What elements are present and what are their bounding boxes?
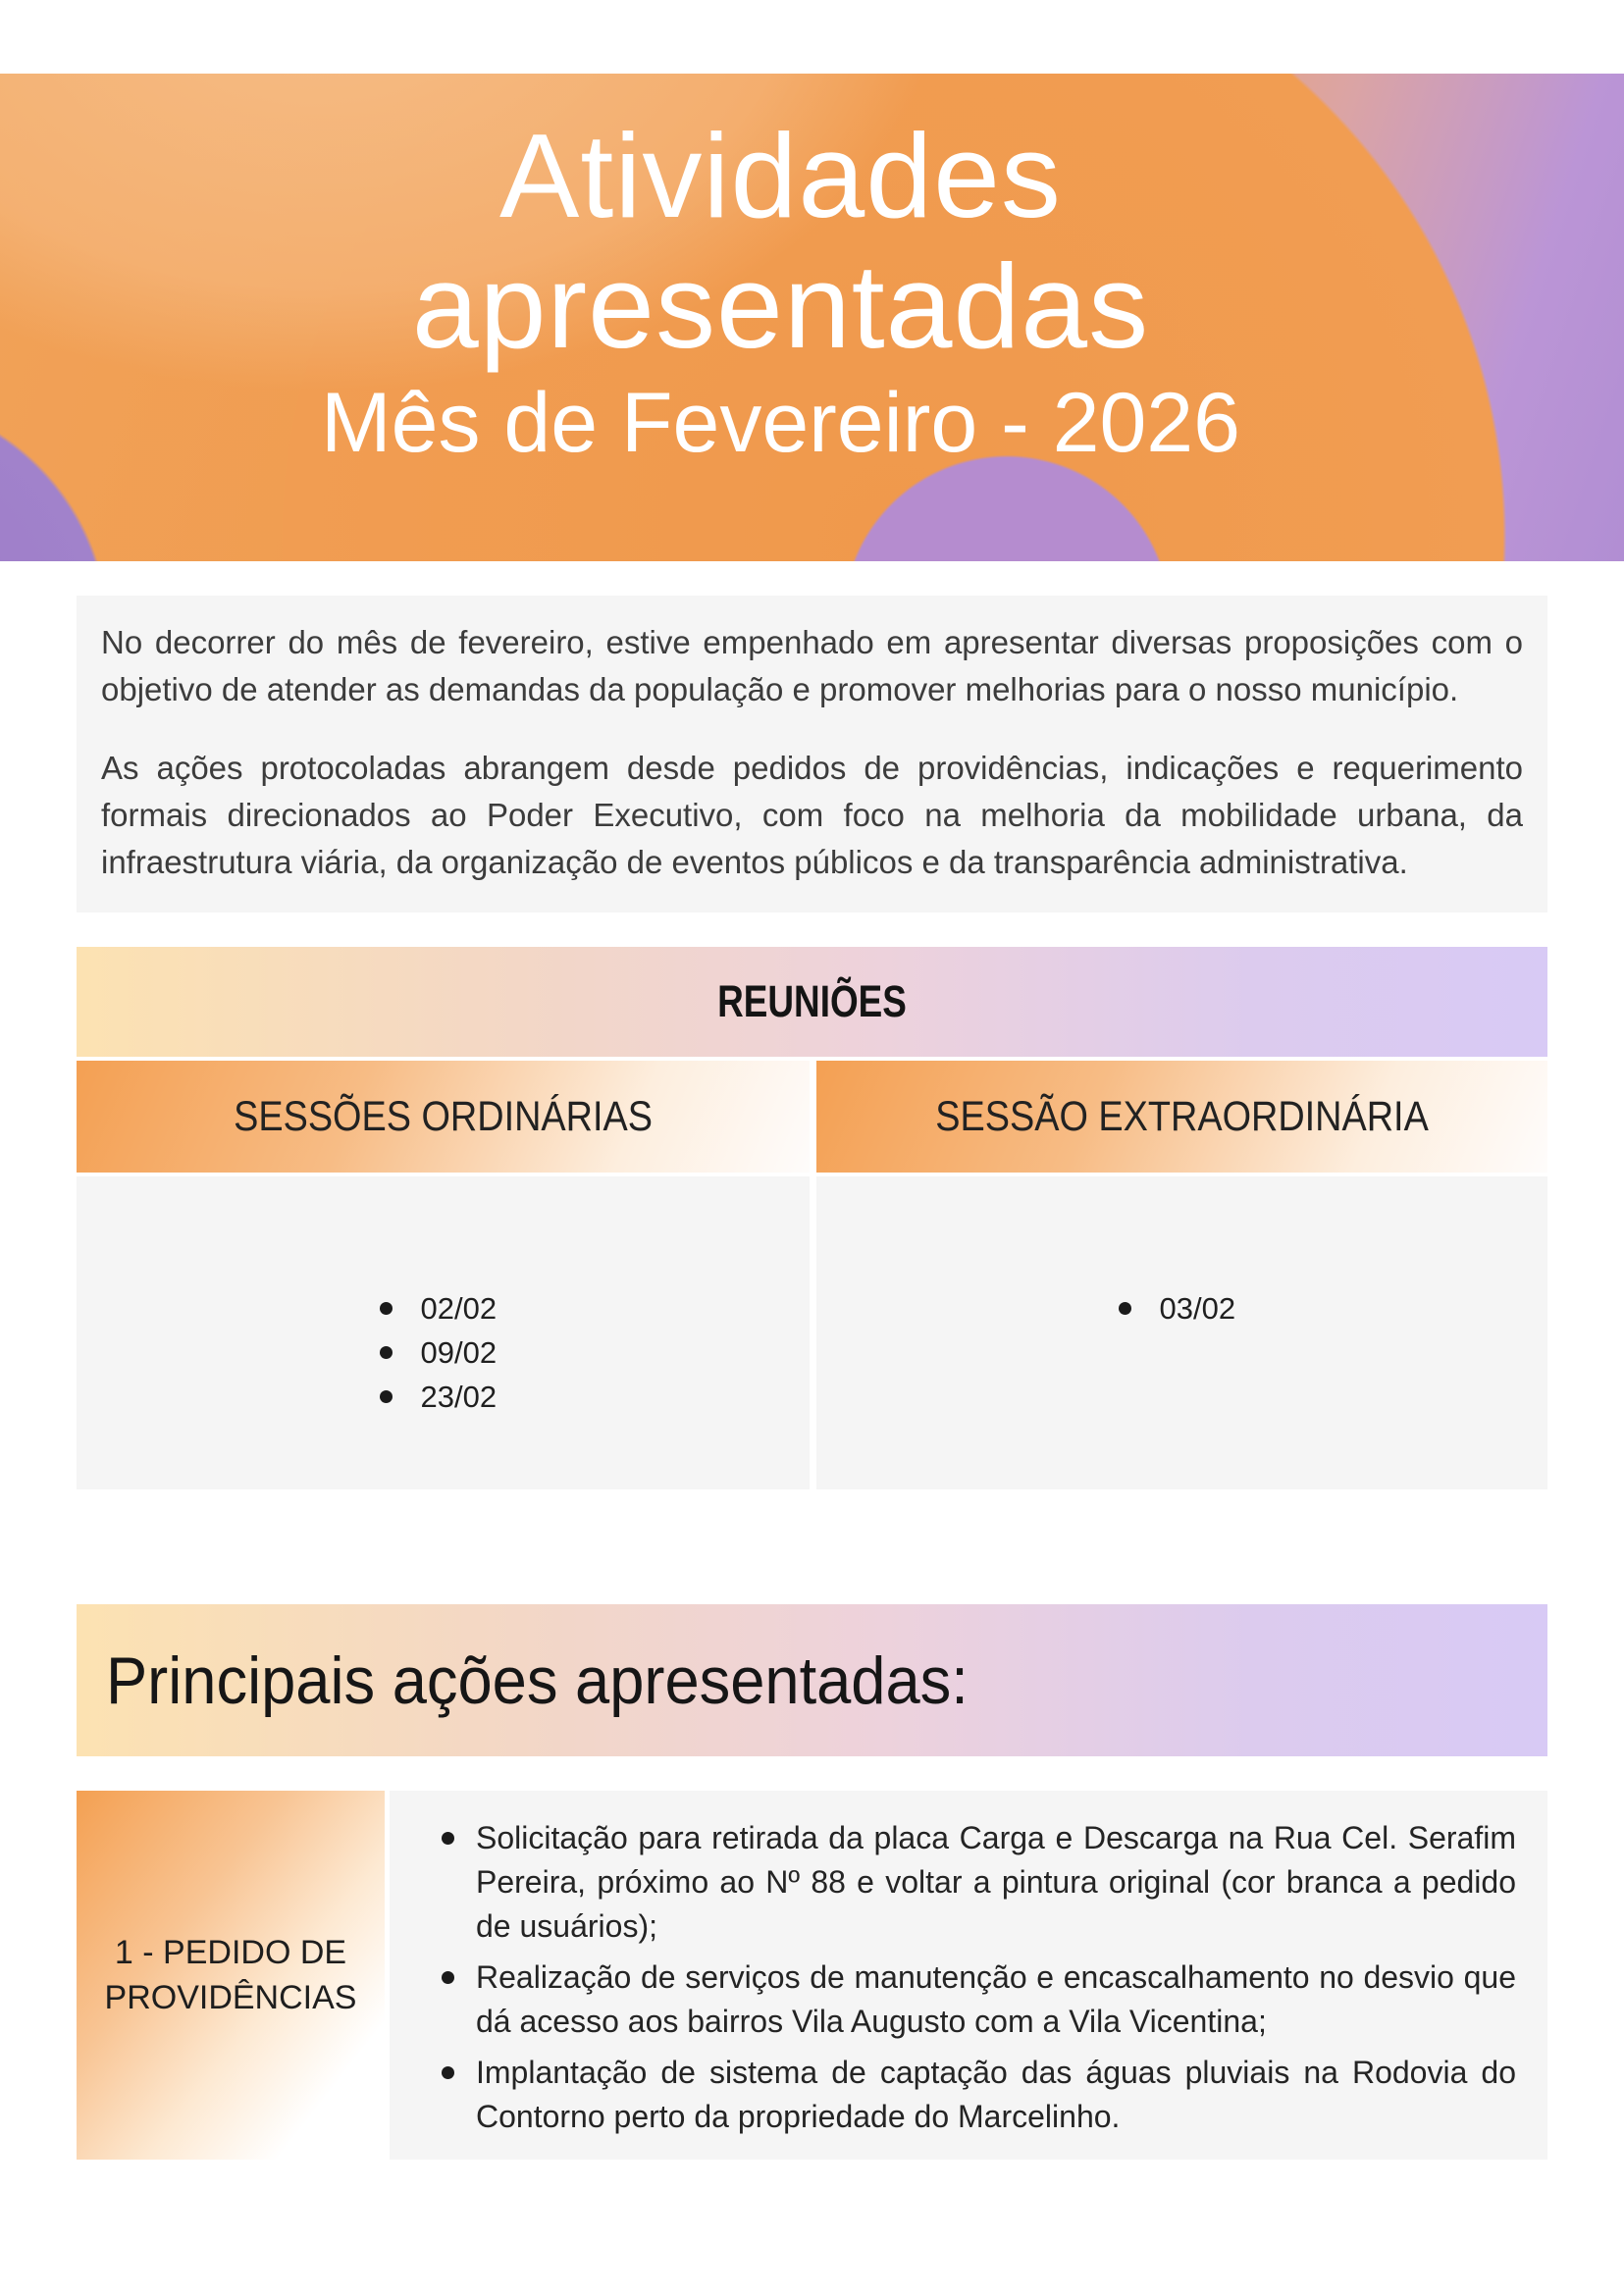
column-header-sessao-extraordinaria	[816, 1061, 1547, 1173]
sessoes-ordinarias-date-list	[380, 1286, 507, 1419]
reunioes-title: REUNIÕES	[717, 976, 907, 1026]
sessao-extraordinaria-date-list	[1119, 1286, 1246, 1330]
action-items-cell	[390, 1791, 1547, 2160]
page-subtitle: Mês de Fevereiro - 2026	[321, 376, 1240, 470]
intro-paragraph-2: As ações protocoladas abrangem desde pedidos de providências, indicações e requerimento formais direcionados ao Poder Executivo, com foco na melhoria da mobilidade urbana, da infraestrutura viária, da organização de eventos públicos e da transparência administrativa.	[101, 750, 1523, 880]
page-title-line1: Atividades	[499, 109, 1062, 242]
header-text-block	[0, 74, 1593, 470]
action-item-list	[442, 1816, 1516, 2139]
intro-box	[77, 596, 1547, 913]
list-item: Realização de serviços de manutenção e encascalhamento no desvio que dá acesso aos bairros Vila Augusto com a Vila Vicentina;	[442, 1956, 1516, 2044]
reunioes-header-row	[77, 947, 1547, 1057]
intro-paragraph-1: No decorrer do mês de fevereiro, estive empenhado em apresentar diversas proposições com o objetivo de atender as demandas da população e promover melhorias para o nosso município.	[101, 624, 1523, 707]
list-item: 09/02	[380, 1330, 507, 1375]
list-item: 02/02	[380, 1286, 507, 1330]
list-item: 23/02	[380, 1375, 507, 1419]
column-header-sessoes-ordinarias	[77, 1061, 810, 1173]
action-category-label: 1 - PEDIDO DE PROVIDÊNCIAS	[104, 1934, 357, 2016]
actions-heading: Principais ações apresentadas:	[106, 1643, 969, 1718]
column-header-label: SESSÃO EXTRAORDINÁRIA	[935, 1092, 1429, 1140]
list-item: Implantação de sistema de captação das águas pluviais na Rodovia do Contorno perto da propriedade do Marcelinho.	[442, 2051, 1516, 2139]
actions-heading-banner	[77, 1604, 1547, 1756]
action-category-cell	[77, 1791, 385, 2160]
page-title-line2: apresentadas	[411, 239, 1150, 373]
header-banner	[0, 74, 1624, 561]
sessao-extraordinaria-cell	[816, 1176, 1547, 1489]
list-item: Solicitação para retirada da placa Carga e Descarga na Rua Cel. Serafim Pereira, próximo ao Nº 88 e voltar a pintura original (cor branca a pedido de usuários);	[442, 1816, 1516, 1949]
column-header-label: SESSÕES ORDINÁRIAS	[234, 1092, 653, 1140]
list-item: 03/02	[1119, 1286, 1246, 1330]
sessoes-ordinarias-cell	[77, 1176, 810, 1489]
